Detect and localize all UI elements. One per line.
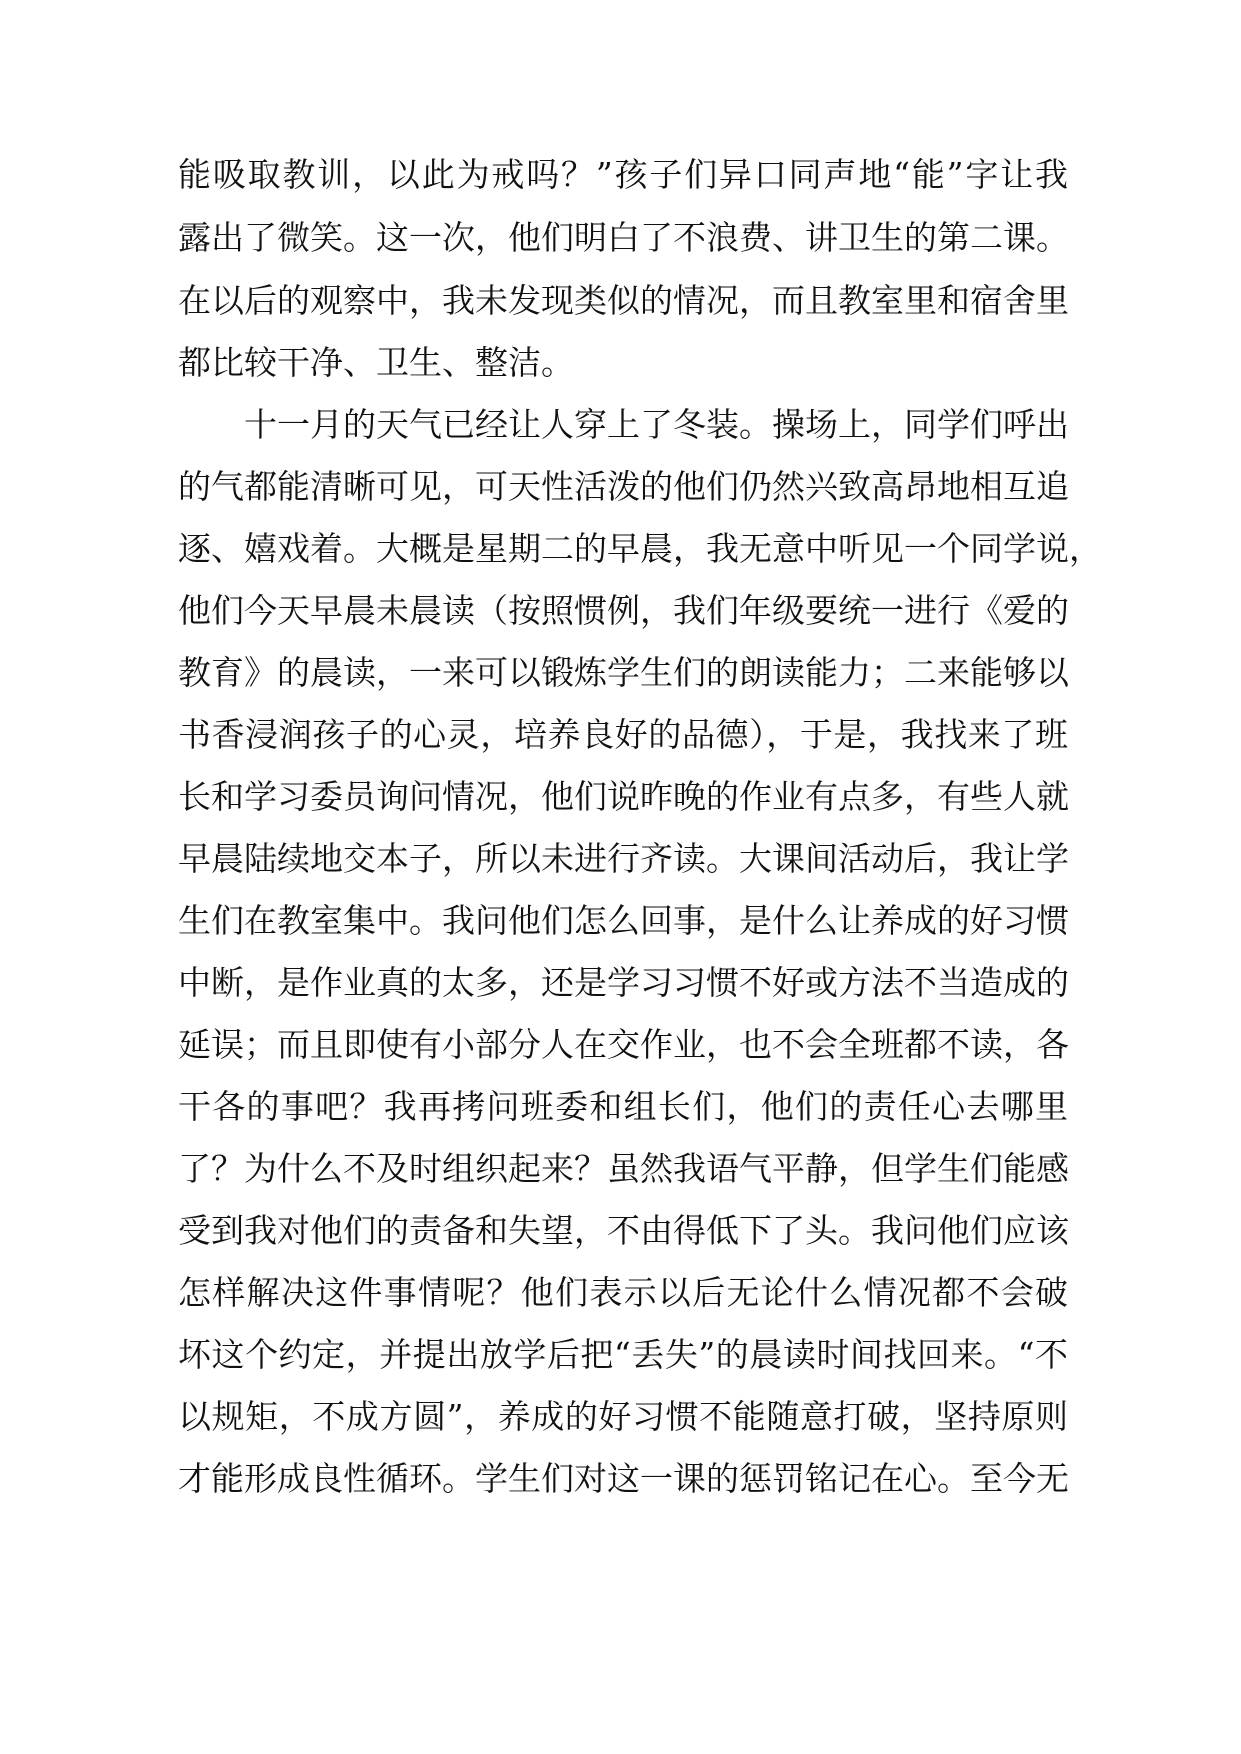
text-line: 受到我对他们的责备和失望，不由得低下了头。我问他们应该 [178,1211,1069,1250]
text-line: 都比较干净、卫生、整洁。 [178,343,574,382]
text-line: 的气都能清晰可见，可天性活泼的他们仍然兴致高昂地相互追 [178,467,1069,506]
text-line: 长和学习委员询问情况，他们说昨晚的作业有点多，有些人就 [178,777,1069,816]
text-line: 以规矩，不成方圆”，养成的好习惯不能随意打破，坚持原则 [178,1397,1068,1436]
text-line: 在以后的观察中，我未发现类似的情况，而且教室里和宿舍里 [178,281,1069,320]
text-line: 延误；而且即使有小部分人在交作业，也不会全班都不读，各 [178,1025,1069,1064]
text-line: 了？为什么不及时组织起来？虽然我语气平静，但学生们能感 [178,1149,1069,1188]
paragraph-first-line: 十一月的天气已经让人穿上了冬装。操场上，同学们呼出 [244,405,1069,444]
text-line: 教育》的晨读，一来可以锻炼学生们的朗读能力；二来能够以 [178,653,1069,692]
text-line: 生们在教室集中。我问他们怎么回事，是什么让养成的好习惯 [178,901,1069,940]
text-line: 坏这个约定，并提出放学后把“丢失”的晨读时间找回来。“不 [178,1335,1068,1374]
text-line: 书香浸润孩子的心灵，培养良好的品德），于是，我找来了班 [178,715,1068,754]
text-line: 干各的事吧？我再拷问班委和组长们，他们的责任心去哪里 [178,1087,1068,1126]
text-line: 逐、嬉戏着。大概是星期二的早晨，我无意中听见一个同学说， [178,529,1102,568]
text-line: 中断，是作业真的太多，还是学习习惯不好或方法不当造成的 [178,963,1069,1002]
text-line: 他们今天早晨未晨读（按照惯例，我们年级要统一进行《爱的 [178,591,1069,630]
text-line: 能吸取教训，以此为戒吗？”孩子们异口同声地“能”字让我 [178,155,1068,194]
text-line: 怎样解决这件事情呢？他们表示以后无论什么情况都不会破 [178,1273,1068,1312]
text-line: 露出了微笑。这一次，他们明白了不浪费、讲卫生的第二课。 [178,218,1069,257]
text-line: 早晨陆续地交本子，所以未进行齐读。大课间活动后，我让学 [178,839,1069,878]
text-line: 才能形成良性循环。学生们对这一课的惩罚铭记在心。至今无 [178,1459,1069,1498]
